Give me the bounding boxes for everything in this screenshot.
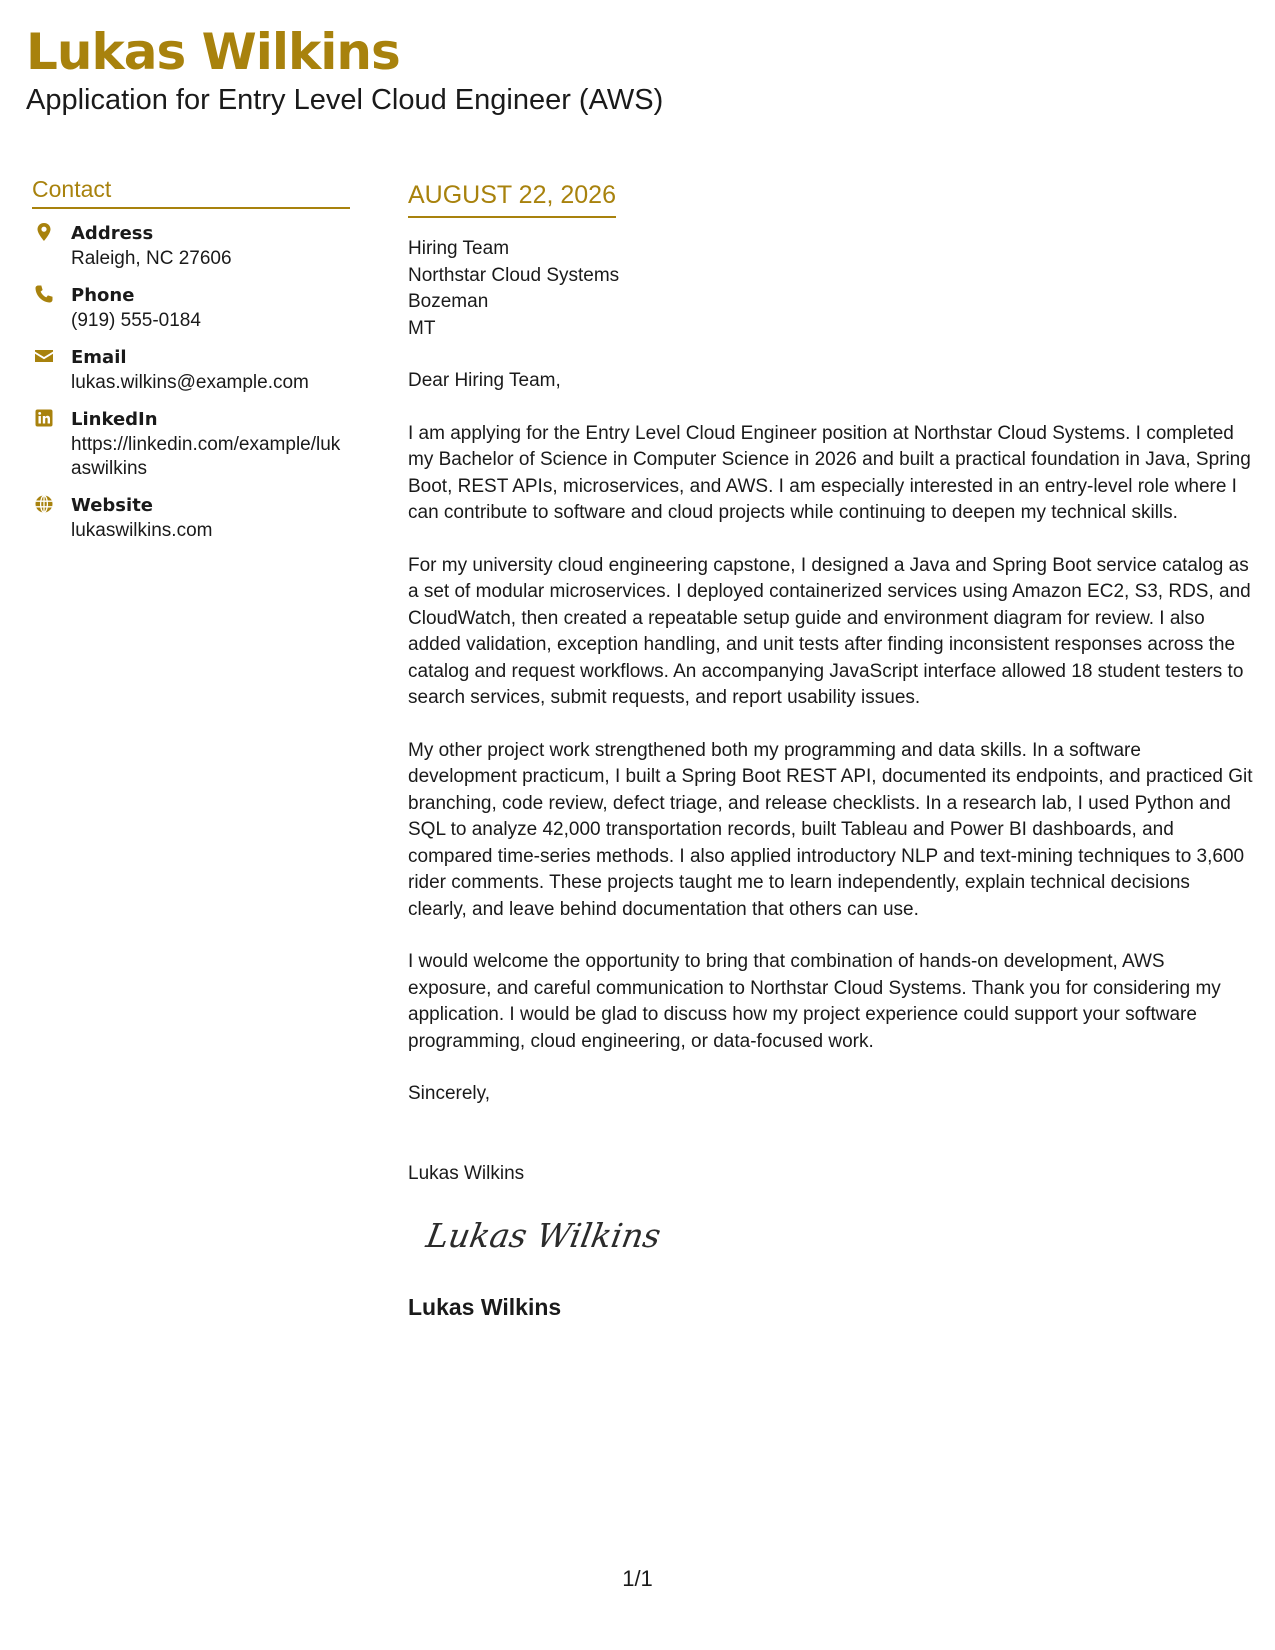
contact-value: lukas.wilkins@example.com [71,372,309,393]
signature-name: Lukas Wilkins [408,1294,562,1320]
applicant-name: Lukas Wilkins [26,23,400,81]
recipient-line: Northstar Cloud Systems [408,264,620,286]
contact-linkedin [32,407,350,481]
body-paragraph: I would welcome the opportunity to bring that combination of hands-on development, AWS exposure, and careful communication to Northstar Cloud Systems. Thank you for considering my application. I would be glad to discuss how my project experience could support your software programming, cloud engineering, or data-focused work. [408,951,1221,1052]
letter-header [26,22,663,118]
contact-value: Raleigh, NC 27606 [71,248,232,269]
contact-list [32,221,350,543]
contact-email [32,345,350,395]
printed-name: Lukas Wilkins [408,1162,525,1184]
body-paragraph: For my university cloud engineering capstone, I designed a Java and Spring Boot service catalog as a set of modular microservices. I deployed containerized services using Amazon EC2, S3, RDS, and CloudWatch, then created a repeatable setup guide and environment diagram for review. I also added validation, exception handling, and unit tests after finding inconsistent responses across the catalog and request workflows. An accompanying JavaScript interface allowed 18 student testers to search services, submit requests, and report usability issues. [408,554,1251,708]
recipient-line: Hiring Team [408,238,510,259]
letter-body [408,178,1253,1322]
closing: Sincerely, [408,1083,491,1104]
map-pin-icon [34,222,54,242]
application-subtitle: Application for Entry Level Cloud Engineer (AWS) [26,84,664,116]
page-number: 1/1 [622,1566,653,1591]
contact-value: https://linkedin.com/example/lukaswilkins [71,434,341,479]
salutation: Dear Hiring Team, [408,370,561,391]
globe-icon [34,494,54,514]
recipient-line: MT [408,317,436,339]
envelope-icon [34,346,54,366]
contact-phone [32,283,350,333]
handwritten-signature [422,1207,662,1267]
recipient-line: Bozeman [408,291,489,312]
contact-sidebar [32,174,350,555]
contact-heading: Contact [32,174,350,209]
contact-label: LinkedIn [71,409,158,430]
contact-value: lukaswilkins.com [71,520,213,541]
contact-label: Website [71,495,154,516]
body-paragraph: I am applying for the Entry Level Cloud Engineer position at Northstar Cloud Systems. I completed my Bachelor of Science in Computer Science in 2026 and built a practical foundation in Java, Spring Boot, REST APIs, microservices, and AWS. I am especially interested in an entry-level role where I can contribute to software and cloud projects while continuing to deepen my technical skills. [408,422,1251,523]
signature-text: Lukas Wilkins [423,1216,662,1255]
recipient-block [408,236,1253,342]
linkedin-icon [34,408,54,428]
letter-date: AUGUST 22, 2026 [408,178,616,218]
contact-website [32,493,350,543]
contact-value: (919) 555-0184 [71,310,201,331]
contact-label: Phone [71,285,135,306]
contact-label: Address [71,223,154,244]
contact-label: Email [71,347,127,368]
body-paragraph: My other project work strengthened both my programming and data skills. In a software development practicum, I built a Spring Boot REST API, documented its endpoints, and practiced Git branching, code review, defect triage, and release checklists. In a research lab, I used Python and SQL to analyze 42,000 transportation records, built Tableau and Power BI dashboards, and compared time-series methods. I also applied introductory NLP and text-mining techniques to 3,600 rider comments. These projects taught me to learn independently, explain technical decisions clearly, and leave behind documentation that others can use. [408,739,1253,920]
phone-icon [34,284,54,304]
contact-address [32,221,350,271]
